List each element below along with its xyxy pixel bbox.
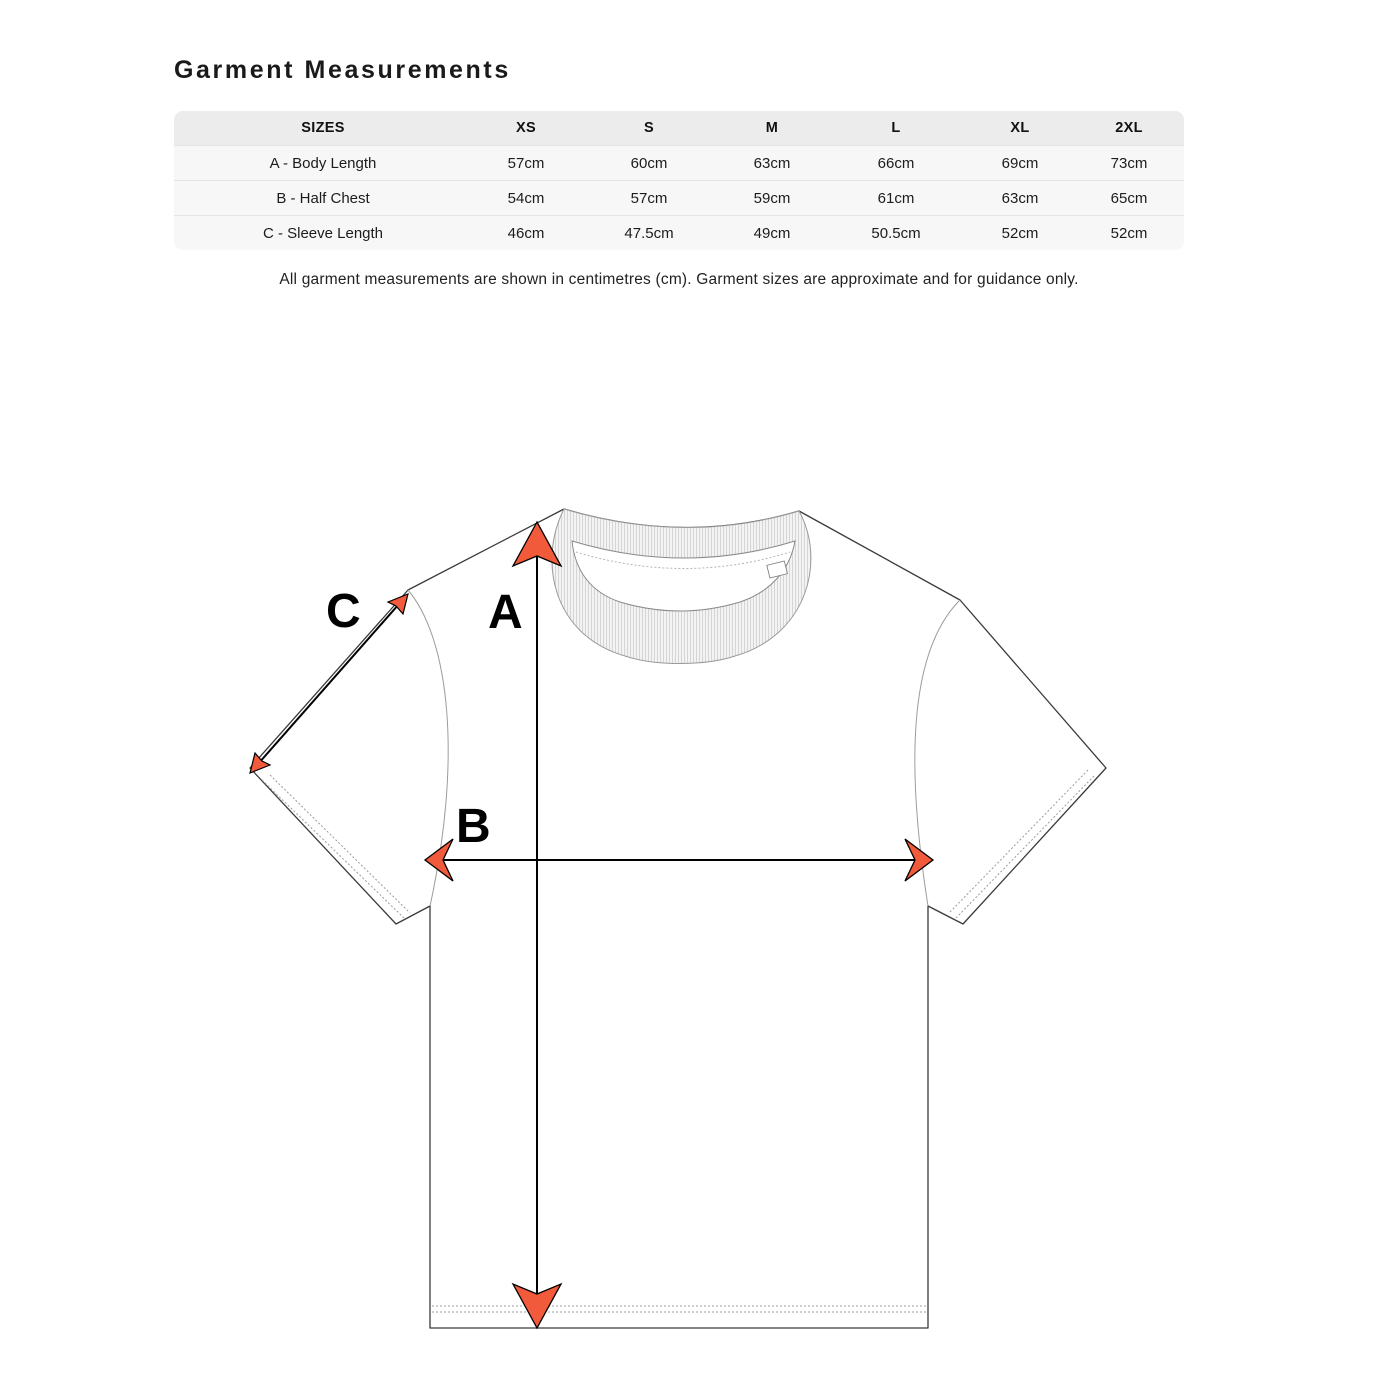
header-size-m: M: [718, 111, 826, 145]
table-cell: 63cm: [718, 145, 826, 180]
table-cell: 65cm: [1074, 180, 1184, 215]
table-cell: 63cm: [966, 180, 1074, 215]
table-cell: 60cm: [580, 145, 718, 180]
table-cell: 47.5cm: [580, 215, 718, 250]
header-size-l: L: [826, 111, 966, 145]
header-size-xl: XL: [966, 111, 1074, 145]
table-cell: 49cm: [718, 215, 826, 250]
table-cell: 57cm: [580, 180, 718, 215]
label-b: B: [456, 800, 491, 853]
table-cell: 52cm: [966, 215, 1074, 250]
page-title: Garment Measurements: [174, 56, 511, 84]
table-cell: 50.5cm: [826, 215, 966, 250]
row-label: B - Half Chest: [174, 180, 472, 215]
label-c: C: [326, 585, 361, 638]
header-size-xs: XS: [472, 111, 580, 145]
header-size-2xl: 2XL: [1074, 111, 1184, 145]
table-cell: 59cm: [718, 180, 826, 215]
measurement-note: All garment measurements are shown in centimetres (cm). Garment sizes are approximate and for guidance only.: [279, 271, 1079, 288]
table-cell: 66cm: [826, 145, 966, 180]
table-cell: 61cm: [826, 180, 966, 215]
label-a: A: [488, 586, 523, 639]
row-label: A - Body Length: [174, 145, 472, 180]
table-cell: 69cm: [966, 145, 1074, 180]
row-label: C - Sleeve Length: [174, 215, 472, 250]
header-size-s: S: [580, 111, 718, 145]
table-cell: 52cm: [1074, 215, 1184, 250]
table-cell: 46cm: [472, 215, 580, 250]
table-cell: 54cm: [472, 180, 580, 215]
table-cell: 57cm: [472, 145, 580, 180]
table-cell: 73cm: [1074, 145, 1184, 180]
header-sizes: SIZES: [174, 111, 472, 145]
